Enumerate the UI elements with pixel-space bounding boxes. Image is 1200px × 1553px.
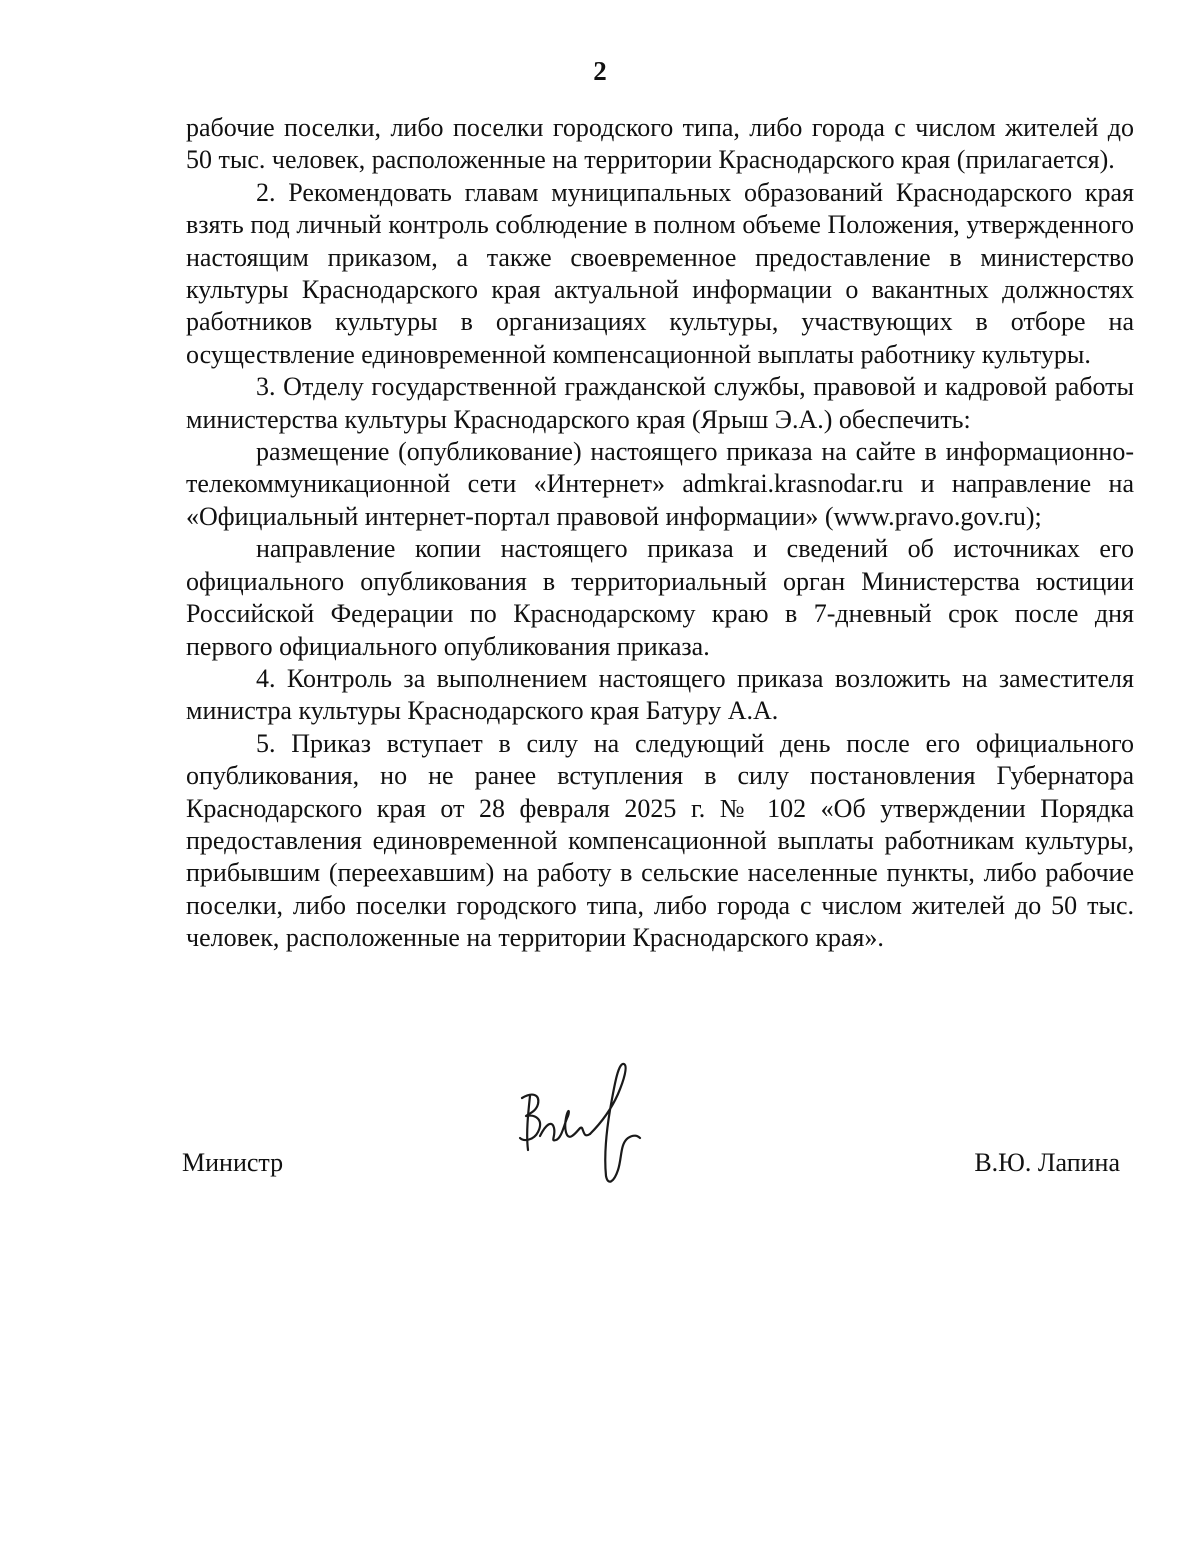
paragraph-item-3-copy: направление копии настоящего приказа и сведений об источниках его официального опубликования в территориальный орган Министерства юстиции Российской Федерации по Краснодарскому краю в 7-дневный срок после дня первого официального опубликования приказа. — [186, 534, 1134, 661]
signer-name: В.Ю. Лапина — [974, 1148, 1120, 1177]
paragraph-item-3-publication: размещение (опубликование) настоящего приказа на сайте в информационно-телекоммуникационной сети «Интернет» admkrai.krasnodar.ru и направление на «Официальный интернет-портал правовой информации» (www.pravo.gov.ru); — [186, 437, 1134, 531]
page-number: 2 — [593, 56, 607, 86]
paragraph-item-3: 3. Отделу государственной гражданской службы, правовой и кадровой работы министерства культуры Краснодарского края (Ярыш Э.А.) обеспечить: — [186, 372, 1134, 434]
paragraph-continuation: рабочие поселки, либо поселки городского типа, либо города с числом жителей до 50 тыс. человек, расположенные на территории Краснодарского края (прилагается). — [186, 113, 1134, 175]
paragraph-item-5: 5. Приказ вступает в силу на следующий день после его официального опубликования, но не ранее вступления в силу постановления Губернатора Краснодарского края от 28 февраля 2025 г. № 102 «Об утверждении Порядка предоставления единовременной компенсационной выплаты работникам культуры, прибывшим (переехавшим) на работу в сельские населенные пункты, либо рабочие поселки, либо поселки городского типа, либо города с числом жителей до 50 тыс. человек, расположенные на территории Краснодарского края». — [186, 728, 1134, 953]
signer-position: Министр — [182, 1148, 284, 1177]
signature-block — [182, 1148, 1120, 1188]
paragraph-item-4: 4. Контроль за выполнением настоящего приказа возложить на заместителя министра культуры Краснодарского края Батуру А.А. — [186, 663, 1134, 726]
document-body — [186, 112, 1134, 955]
paragraph-item-2: 2. Рекомендовать главам муниципальных образований Краснодарского края взять под личный контроль соблюдение в полном объеме Положения, утвержденного настоящим приказом, а также своевременное предоставление в министерство культуры Краснодарского края актуальной информации о вакантных должностях работников культуры в организациях культуры, участвующих в отборе на осуществление единовременной компенсационной выплаты работнику культуры. — [186, 177, 1134, 369]
